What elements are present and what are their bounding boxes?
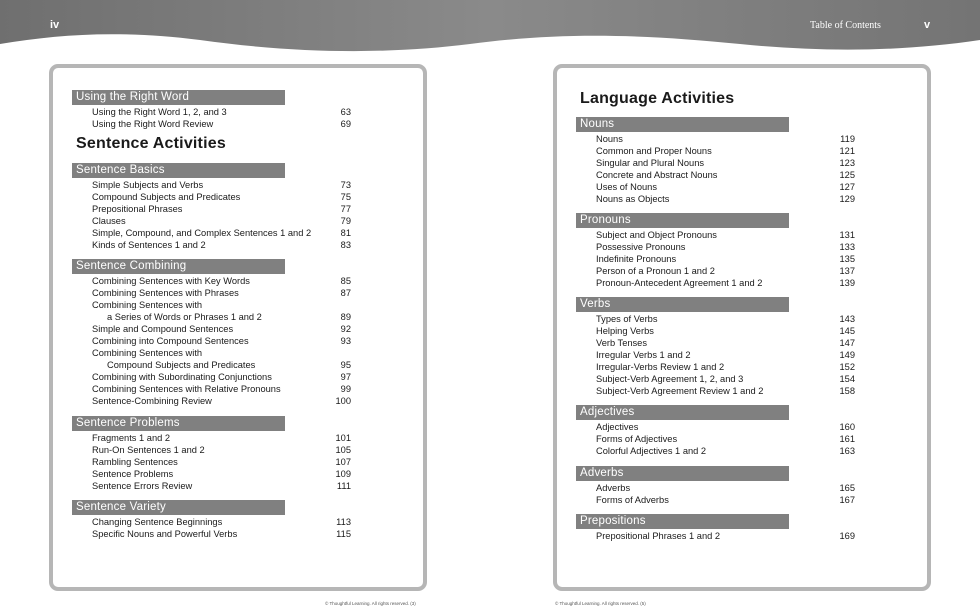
toc-entry: Combining Sentences with [92,300,203,310]
toc-page-number: 77 [340,204,351,214]
toc-page-number: 149 [839,350,855,360]
toc-page-number: 93 [340,336,351,346]
toc-entry: Subject and Object Pronouns [596,230,717,240]
toc-entry: Verb Tenses [596,338,647,348]
left-page-number: iv [50,19,60,31]
toc-entry: Helping Verbs [596,326,654,336]
toc-entry: Forms of Adjectives [596,434,678,444]
toc-entry: Indefinite Pronouns [596,254,677,264]
toc-page-number: 113 [336,517,351,527]
toc-page-number: 87 [340,288,351,298]
toc-page-number: 131 [839,230,855,240]
toc-page-number: 147 [839,338,855,348]
toc-entry: Subject-Verb Agreement 1, 2, and 3 [596,374,744,384]
toc-page-number: 165 [839,483,855,493]
toc-entry: Combining Sentences with Phrases [92,288,239,298]
toc-entry: Simple and Compound Sentences [92,324,234,334]
toc-page-number: 83 [340,240,351,250]
toc-entry: Concrete and Abstract Nouns [596,170,718,180]
toc-entry: Nouns [596,134,623,144]
section-prepositions: Prepositions [576,514,789,529]
toc-entry: Nouns as Objects [596,194,670,204]
toc-page-number: 143 [839,314,855,324]
toc-entry: Person of a Pronoun 1 and 2 [596,266,715,276]
toc-entry: Sentence Errors Review [92,481,193,491]
toc-page-number: 163 [839,446,855,456]
toc-page-number: 137 [839,266,855,276]
toc-entry: Changing Sentence Beginnings [92,517,223,527]
toc-page-number: 123 [839,158,855,168]
toc-entry: Subject-Verb Agreement Review 1 and 2 [596,386,764,396]
toc-page-number: 167 [839,495,855,505]
toc-page-number: 111 [336,481,351,491]
toc-page-number: 97 [340,372,351,382]
section-verbs: Verbs [576,297,789,312]
header-running-title: Table of Contents [810,20,881,31]
toc-entry: Pronoun-Antecedent Agreement 1 and 2 [596,278,763,288]
toc-entry: Irregular-Verbs Review 1 and 2 [596,362,725,372]
toc-page-number: 92 [340,324,351,334]
toc-entry: Compound Subjects and Predicates [107,360,256,370]
toc-entry: Combining with Subordinating Conjunctions [92,372,272,382]
toc-page-number: 133 [839,242,855,252]
section-sentence-combining: Sentence Combining [72,259,285,274]
section-adverbs: Adverbs [576,466,789,481]
toc-page-number: 69 [340,119,351,129]
toc-entry: Sentence Problems [92,469,174,479]
section-pronouns: Pronouns [576,213,789,228]
toc-entry: Combining Sentences with Key Words [92,276,250,286]
toc-page-number: 125 [839,170,855,180]
toc-page-number: 115 [336,529,351,539]
toc-page-number: 75 [340,192,351,202]
toc-entry: Specific Nouns and Powerful Verbs [92,529,238,539]
toc-entry: Combining Sentences with [92,348,203,358]
toc-page-number: 89 [340,312,351,322]
section-sentence-problems: Sentence Problems [72,416,285,431]
toc-page-number: 158 [839,386,855,396]
toc-entry: Colorful Adjectives 1 and 2 [596,446,707,456]
toc-page-number: 107 [335,457,351,467]
left-footer-copyright: © Thoughtful Learning. All rights reserved. (3) [325,601,416,606]
toc-entry: Common and Proper Nouns [596,146,712,156]
toc-page-number: 121 [839,146,855,156]
toc-entry: Irregular Verbs 1 and 2 [596,350,691,360]
toc-page-number: 127 [839,182,855,192]
right-page-number: v [924,19,931,31]
toc-entry: Using the Right Word Review [92,119,214,129]
toc-entry: Adjectives [596,422,639,432]
toc-entry: Combining Sentences with Relative Pronouns [92,384,281,394]
toc-page-number: 63 [340,107,351,117]
section-nouns: Nouns [576,117,789,132]
toc-entry: Kinds of Sentences 1 and 2 [92,240,206,250]
toc-entry: Clauses [92,216,126,226]
toc-page-number: 119 [840,134,855,144]
toc-page-number: 99 [340,384,351,394]
toc-page-number: 129 [839,194,855,204]
toc-entry: Sentence-Combining Review [92,396,212,406]
toc-entry: Possessive Pronouns [596,242,686,252]
section-using-right-word: Using the Right Word [72,90,285,105]
toc-entry: a Series of Words or Phrases 1 and 2 [107,312,262,322]
toc-entry: Using the Right Word 1, 2, and 3 [92,107,227,117]
toc-entry: Uses of Nouns [596,182,657,192]
toc-page-number: 81 [340,228,351,238]
toc-entry: Prepositional Phrases 1 and 2 [596,531,721,541]
toc-page-number: 73 [340,180,351,190]
toc-page-number: 139 [839,278,855,288]
sentence-activities-title: Sentence Activities [76,135,226,152]
toc-entry: Simple, Compound, and Complex Sentences 1 and 2 [92,228,312,238]
section-sentence-basics: Sentence Basics [72,163,285,178]
toc-page-number: 95 [340,360,351,370]
toc-entry: Run-On Sentences 1 and 2 [92,445,205,455]
toc-page-number: 161 [839,434,855,444]
toc-page-number: 152 [839,362,855,372]
toc-page-number: 109 [335,469,351,479]
language-activities-title: Language Activities [580,90,735,107]
toc-page-number: 101 [335,433,351,443]
right-footer-copyright: © Thoughtful Learning. All rights reserved. (5) [555,601,646,606]
toc-entry: Singular and Plural Nouns [596,158,705,168]
section-adjectives: Adjectives [576,405,789,420]
toc-entry: Simple Subjects and Verbs [92,180,204,190]
toc-entry: Rambling Sentences [92,457,178,467]
toc-page-number: 169 [839,531,855,541]
section-sentence-variety: Sentence Variety [72,500,285,515]
toc-page-number: 85 [340,276,351,286]
toc-entry: Fragments 1 and 2 [92,433,171,443]
toc-page-number: 100 [335,396,351,406]
toc-page-number: 79 [340,216,351,226]
toc-page-number: 154 [839,374,855,384]
toc-entry: Prepositional Phrases [92,204,183,214]
toc-entry: Combining into Compound Sentences [92,336,249,346]
toc-page-number: 160 [839,422,855,432]
toc-page-number: 105 [335,445,351,455]
toc-page-number: 135 [839,254,855,264]
toc-entry: Forms of Adverbs [596,495,669,505]
toc-entry: Adverbs [596,483,631,493]
toc-entry: Types of Verbs [596,314,658,324]
toc-page-number: 145 [839,326,855,336]
toc-entry: Compound Subjects and Predicates [92,192,241,202]
